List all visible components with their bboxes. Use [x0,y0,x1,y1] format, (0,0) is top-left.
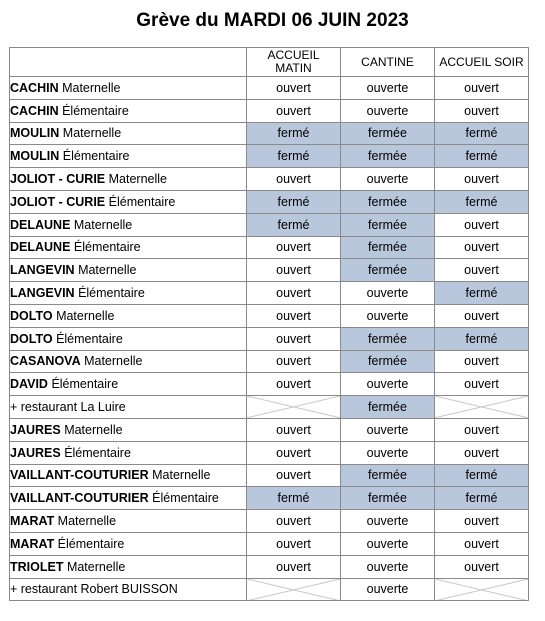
accueil-soir-not-applicable-cell [435,396,529,419]
school-name-cell [10,373,247,396]
accueil-soir-status-cell: fermé [435,282,529,305]
school-name-suffix: Maternelle [58,80,121,95]
school-name-cell [10,532,247,555]
accueil-matin-status-cell: fermé [247,190,341,213]
school-name-bold: JAURES [10,422,61,437]
school-name-cell [10,555,247,578]
school-name-cell [10,168,247,191]
cross-out-icon [435,579,528,601]
accueil-matin-status-cell: ouvert [247,418,341,441]
accueil-soir-status-cell: fermé [435,327,529,350]
header-accueil-matin [247,48,341,77]
accueil-soir-status-cell: ouvert [435,168,529,191]
cross-out-icon [435,396,528,418]
table-row [10,236,529,259]
school-name-cell [10,464,247,487]
cantine-status-cell: ouverte [341,168,435,191]
table-row [10,555,529,578]
accueil-matin-status-cell: ouvert [247,99,341,122]
accueil-soir-status-cell: fermé [435,190,529,213]
school-name-suffix: Maternelle [70,217,133,232]
accueil-soir-status-cell: fermé [435,464,529,487]
cantine-status-cell: ouverte [341,304,435,327]
school-name-bold: MARAT [10,536,55,551]
school-name-suffix: Maternelle [52,308,115,323]
school-name-suffix: Maternelle [54,514,117,529]
cantine-status-cell: ouverte [341,282,435,305]
accueil-soir-status-cell: ouvert [435,555,529,578]
cantine-status-cell: ouverte [341,555,435,578]
school-name-suffix: Élémentaire [58,103,129,118]
table-row [10,396,529,419]
school-name-suffix: Maternelle [59,126,122,141]
school-name-cell [10,77,247,100]
accueil-matin-status-cell: fermé [247,213,341,236]
accueil-matin-status-cell: ouvert [247,327,341,350]
header-cantine: CANTINE [341,48,435,77]
accueil-soir-status-cell: ouvert [435,304,529,327]
school-name-bold: JOLIOT - CURIE [10,194,106,209]
table-row [10,532,529,555]
accueil-soir-status-cell: ouvert [435,441,529,464]
table-row [10,373,529,396]
table-row [10,282,529,305]
table-row [10,145,529,168]
accueil-soir-status-cell: ouvert [435,373,529,396]
school-name-bold: TRIOLET [10,559,64,574]
header-row [10,48,529,77]
cantine-status-cell: fermée [341,327,435,350]
table-row [10,259,529,282]
school-name-suffix: Maternelle [105,172,167,187]
table-row [10,418,529,441]
school-name-cell [10,396,247,419]
strike-status-table [9,47,529,601]
school-name-bold: DELAUNE [10,217,71,232]
cantine-status-cell: ouverte [341,99,435,122]
school-name-bold: CACHIN [10,103,59,118]
school-name-bold: MOULIN [10,149,60,164]
school-name-cell [10,578,247,601]
school-name-bold: LANGEVIN [10,263,75,278]
cantine-status-cell: fermée [341,190,435,213]
header-accueil-soir: ACCUEIL SOIR [435,48,529,77]
table-row [10,168,529,191]
school-name-cell [10,259,247,282]
accueil-matin-status-cell: ouvert [247,168,341,191]
accueil-soir-status-cell: ouvert [435,236,529,259]
accueil-soir-status-cell: ouvert [435,418,529,441]
school-name-suffix: Élémentaire [105,194,176,209]
cantine-status-cell: fermée [341,259,435,282]
cross-out-icon [247,579,340,601]
table-row [10,441,529,464]
school-name-bold: DAVID [10,377,48,392]
accueil-soir-status-cell: ouvert [435,350,529,373]
accueil-matin-status-cell: ouvert [247,304,341,327]
school-name-bold: MOULIN [10,126,60,141]
school-name-suffix: Maternelle [74,263,137,278]
accueil-soir-status-cell: fermé [435,145,529,168]
school-name-bold: CASANOVA [10,354,81,369]
page-title: Grève du MARDI 06 JUIN 2023 [136,10,409,31]
school-name-bold: DOLTO [10,308,53,323]
header-accueil-matin-line2: MATIN [275,61,312,75]
accueil-matin-status-cell: fermé [247,487,341,510]
cantine-status-cell: ouverte [341,510,435,533]
school-name-bold: DELAUNE [10,240,71,255]
school-name-bold: JAURES [10,445,61,460]
cantine-status-cell: fermée [341,213,435,236]
school-name-suffix: Élémentaire [59,149,130,164]
table-row [10,327,529,350]
cantine-status-cell: fermée [341,350,435,373]
table-row [10,190,529,213]
header-accueil-matin-line1: ACCUEIL [267,48,320,62]
school-name-suffix: Élémentaire [148,491,219,506]
school-name-bold: JOLIOT - CURIE [10,172,106,187]
header-school [10,48,247,77]
cantine-status-cell: fermée [341,122,435,145]
school-name-bold: VAILLANT-COUTURIER [10,491,149,506]
table-row [10,510,529,533]
school-name-suffix: Maternelle [63,559,126,574]
cantine-status-cell: fermée [341,145,435,168]
cantine-status-cell: fermée [341,236,435,259]
school-name-suffix: + restaurant La Luire [10,400,126,415]
cantine-status-cell: fermée [341,487,435,510]
accueil-soir-status-cell: ouvert [435,99,529,122]
accueil-soir-status-cell: ouvert [435,77,529,100]
cantine-status-cell: ouverte [341,77,435,100]
accueil-matin-status-cell: ouvert [247,532,341,555]
accueil-matin-status-cell: ouvert [247,555,341,578]
school-name-bold: MARAT [10,514,55,529]
cantine-status-cell: ouverte [341,373,435,396]
table-row [10,350,529,373]
cantine-status-cell: ouverte [341,578,435,601]
school-name-cell [10,510,247,533]
accueil-matin-status-cell: ouvert [247,510,341,533]
cantine-status-cell: ouverte [341,418,435,441]
table-body [10,77,529,601]
accueil-matin-status-cell: fermé [247,122,341,145]
accueil-soir-status-cell: ouvert [435,532,529,555]
accueil-matin-not-applicable-cell [247,578,341,601]
school-name-cell [10,418,247,441]
cantine-status-cell: ouverte [341,532,435,555]
table-row [10,304,529,327]
accueil-soir-not-applicable-cell [435,578,529,601]
school-name-bold: CACHIN [10,80,59,95]
table-row [10,77,529,100]
accueil-soir-status-cell: fermé [435,487,529,510]
accueil-soir-status-cell: ouvert [435,259,529,282]
accueil-matin-status-cell: ouvert [247,464,341,487]
school-name-cell [10,441,247,464]
cross-out-icon [247,396,340,418]
accueil-matin-not-applicable-cell [247,396,341,419]
table-row [10,122,529,145]
school-name-suffix: Maternelle [80,354,143,369]
table-row [10,487,529,510]
school-name-cell [10,350,247,373]
table-row [10,99,529,122]
school-name-cell [10,190,247,213]
school-name-suffix: Maternelle [148,468,211,483]
school-name-cell [10,282,247,305]
school-name-suffix: Élémentaire [60,445,131,460]
cantine-status-cell: fermée [341,464,435,487]
school-name-suffix: Élémentaire [47,377,119,392]
table-row [10,464,529,487]
accueil-matin-status-cell: ouvert [247,373,341,396]
school-name-cell [10,487,247,510]
school-name-cell [10,327,247,350]
accueil-matin-status-cell: ouvert [247,441,341,464]
cantine-status-cell: ouverte [341,441,435,464]
school-name-cell [10,213,247,236]
accueil-matin-status-cell: ouvert [247,259,341,282]
school-name-cell [10,145,247,168]
school-name-suffix: Maternelle [60,422,123,437]
table-row [10,578,529,601]
school-name-suffix: Élémentaire [54,536,125,551]
school-name-cell [10,99,247,122]
school-name-cell [10,236,247,259]
school-name-cell [10,122,247,145]
school-name-suffix: Élémentaire [74,286,145,301]
school-name-cell [10,304,247,327]
school-name-bold: VAILLANT-COUTURIER [10,468,149,483]
accueil-matin-status-cell: ouvert [247,350,341,373]
accueil-matin-status-cell: ouvert [247,282,341,305]
accueil-matin-status-cell: ouvert [247,77,341,100]
school-name-bold: LANGEVIN [10,286,75,301]
school-name-bold: DOLTO [10,331,53,346]
school-name-suffix: + restaurant Robert BUISSON [10,582,178,597]
school-name-suffix: Élémentaire [70,240,141,255]
accueil-soir-status-cell: ouvert [435,510,529,533]
accueil-matin-status-cell: ouvert [247,236,341,259]
school-name-suffix: Élémentaire [52,331,123,346]
cantine-status-cell: fermée [341,396,435,419]
accueil-soir-status-cell: fermé [435,122,529,145]
table-row [10,213,529,236]
accueil-matin-status-cell: fermé [247,145,341,168]
accueil-soir-status-cell: ouvert [435,213,529,236]
